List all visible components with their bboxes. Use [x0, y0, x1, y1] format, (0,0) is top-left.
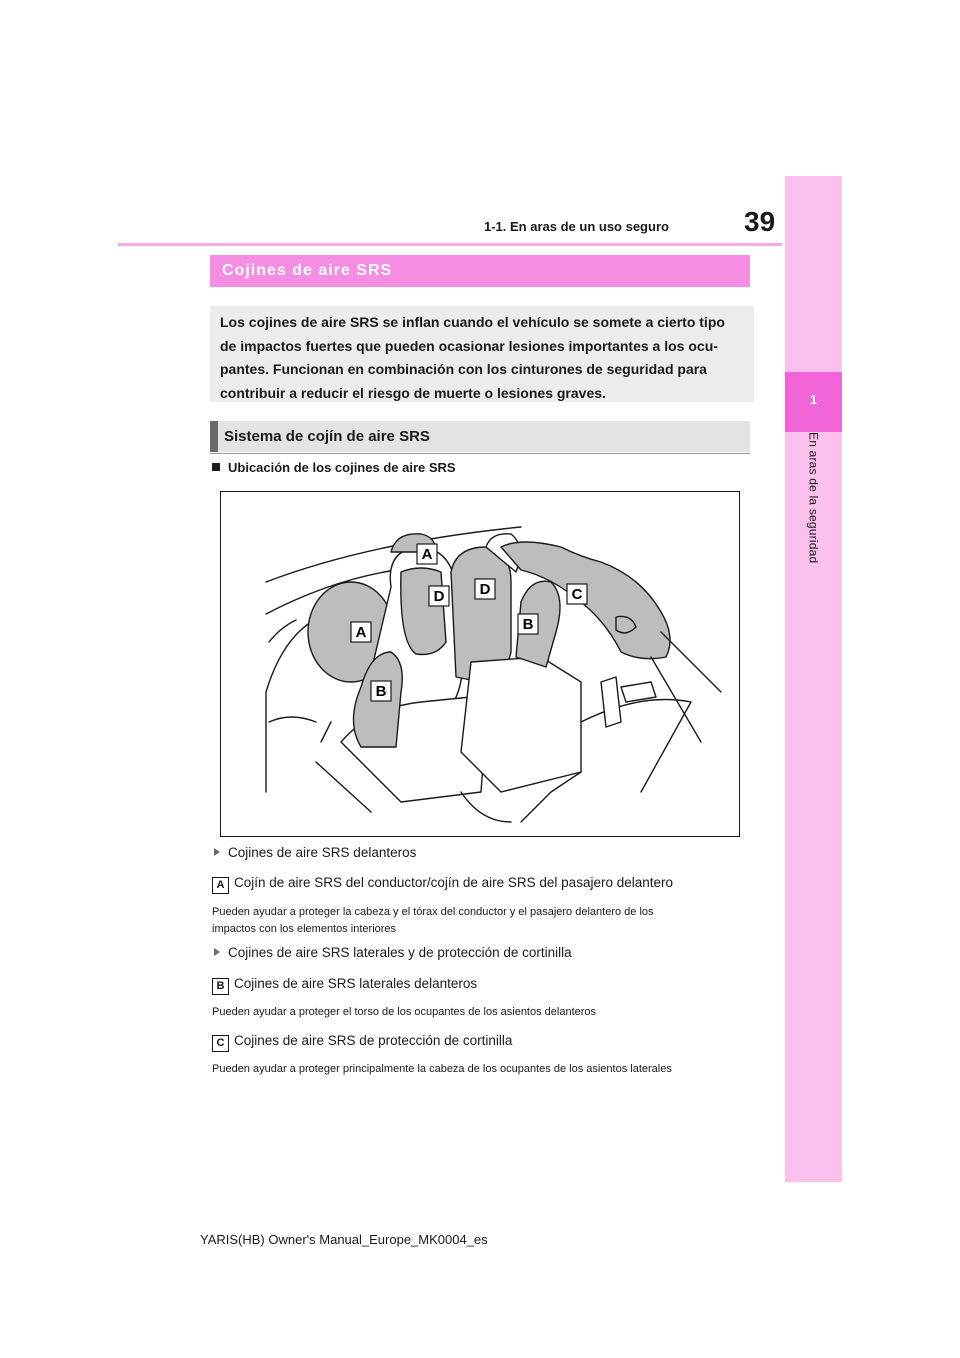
note-line: Pueden ayudar a proteger principalmente la cabeza de los ocupantes de los asientos laterales: [212, 1063, 672, 1075]
airbag-illustration: [220, 491, 740, 837]
letter-badge-a: A: [212, 877, 229, 894]
header-rule: [118, 243, 782, 246]
letter-badge-b: B: [212, 978, 229, 995]
side-tab-label-text: En aras de la seguridad: [806, 432, 821, 564]
item-c-text: Cojines de aire SRS de protección de cortinilla: [234, 1033, 513, 1048]
figure-label-d-right: D: [479, 581, 491, 598]
group-title-front-airbags: [214, 845, 416, 860]
figure-label-b-driver: B: [375, 683, 387, 700]
item-a: [212, 875, 673, 894]
intro-box: [210, 306, 754, 402]
intro-line: contribuir a reducir el riesgo de muerte o lesiones graves.: [220, 384, 606, 401]
triangle-bullet-icon: [214, 948, 220, 956]
letter-badge-c: C: [212, 1035, 229, 1052]
item-c: [212, 1033, 512, 1052]
note-line: impactos con los elementos interiores: [212, 923, 397, 935]
figure-label-d-left: D: [433, 588, 445, 605]
item-b-note: [212, 1004, 596, 1021]
note-line: Pueden ayudar a proteger la cabeza y el tórax del conductor y el pasajero delantero de los: [212, 906, 654, 918]
section-header: 1-1. En aras de un uso seguro: [484, 219, 669, 234]
intro-line: de impactos fuertes que pueden ocasionar lesiones importantes a los ocu-: [220, 337, 718, 354]
page-number: 39: [744, 206, 776, 237]
intro-line: Los cojines de aire SRS se inflan cuando el vehículo se somete a cierto tipo: [220, 314, 725, 330]
group-title-text: Cojines de aire SRS laterales y de protección de cortinilla: [228, 945, 572, 960]
group-title-text: Cojines de aire SRS delanteros: [228, 845, 417, 860]
sub-heading-rule: [210, 453, 750, 454]
side-tab: [785, 176, 842, 1182]
footer: YARIS(HB) Owner's Manual_Europe_MK0004_es: [200, 1232, 488, 1247]
item-c-note: [212, 1061, 672, 1078]
item-b-text: Cojines de aire SRS laterales delanteros: [234, 976, 478, 991]
side-tab-label: [785, 432, 842, 632]
bullet-title: [212, 460, 456, 475]
note-line: Pueden ayudar a proteger el torso de los ocupantes de los asientos delanteros: [212, 1006, 597, 1018]
triangle-bullet-icon: [214, 848, 220, 856]
square-bullet-icon: [212, 463, 220, 471]
sub-heading: Sistema de cojín de aire SRS: [210, 421, 750, 452]
item-a-note: [212, 904, 654, 938]
bullet-title-text: Ubicación de los cojines de aire SRS: [228, 460, 456, 475]
main-heading: Cojines de aire SRS: [210, 255, 750, 287]
group-title-side-curtain-airbags: [214, 945, 572, 960]
figure-label-c-curtain: C: [571, 586, 583, 603]
airbag-illustration-drawing: [221, 492, 739, 836]
side-tab-number: 1: [809, 392, 818, 407]
item-b: [212, 976, 477, 995]
figure-label-a-driver: A: [355, 624, 367, 641]
intro-line: pantes. Funcionan en combinación con los cinturones de seguridad para: [220, 361, 707, 377]
figure-label-b-passenger: B: [522, 616, 534, 633]
figure-label-a-passenger: A: [421, 546, 433, 563]
item-a-text: Cojín de aire SRS del conductor/cojín de aire SRS del pasajero delantero: [234, 875, 674, 890]
